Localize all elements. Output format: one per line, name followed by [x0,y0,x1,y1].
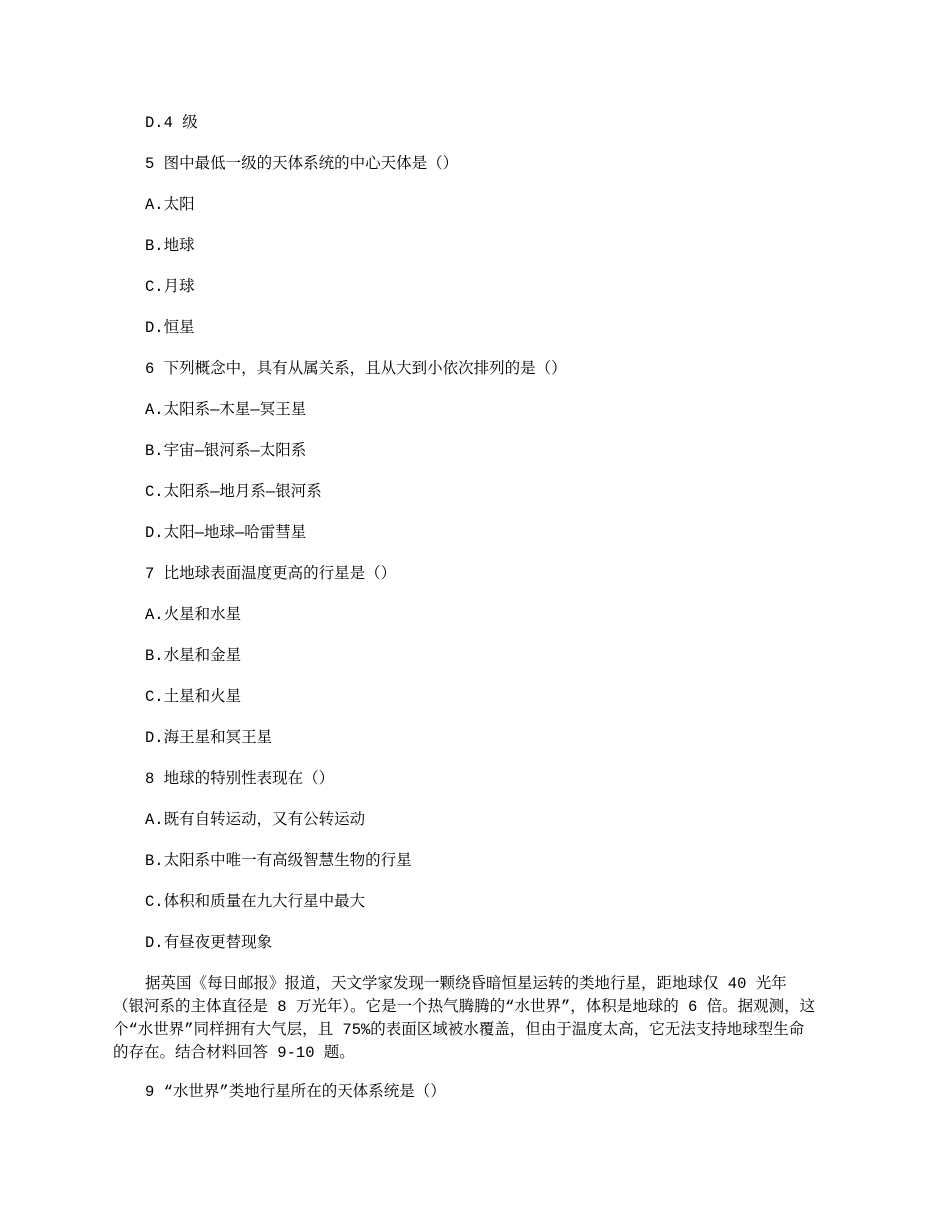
question-5-option-d: D.恒星 [145,319,195,337]
question-7-option-d: D.海王星和冥王星 [145,729,273,747]
question-6-option-a: A.太阳系—木星—冥王星 [145,401,307,419]
question-7-stem: 7 比地球表面温度更高的行星是（） [145,565,397,583]
question-6-option-d: D.太阳—地球—哈雷彗星 [145,524,307,542]
question-8-stem: 8 地球的特别性表现在（） [145,770,335,788]
question-5-stem: 5 图中最低一级的天体系统的中心天体是（） [145,155,459,173]
question-8-option-b: B.太阳系中唯一有高级智慧生物的行星 [145,852,412,870]
question-7-option-a: A.火星和水星 [145,606,242,624]
question-5-option-b: B.地球 [145,237,195,255]
passage-line: 据英国《每日邮报》报道，天文学家发现一颗绕昏暗恒星运转的类地行星，距地球仅 40 光年 [145,975,787,993]
question-7-option-b: B.水星和金星 [145,647,242,665]
question-6-option-b: B.宇宙—银河系—太阳系 [145,442,307,460]
passage-line: （银河系的主体直径是 8 万光年）。它是一个热气腾腾的“水世界”，体积是地球的 6 倍。据观测，这 [113,998,816,1016]
document-page [0,113,950,1123]
question-4-option-d: D.4 级 [145,114,198,132]
question-5-option-c: C.月球 [145,278,195,296]
passage-line: 个“水世界”同样拥有大气层，且 75%的表面区域被水覆盖，但由于温度太高，它无法支持地球型生命 [113,1021,805,1039]
question-7-option-c: C.土星和火星 [145,688,242,706]
passage-line: 的存在。结合材料回答 9-10 题。 [113,1044,355,1062]
reading-passage [0,974,950,1066]
question-8-option-d: D.有昼夜更替现象 [145,934,273,952]
question-8-option-a: A.既有自转运动，又有公转运动 [145,811,366,829]
question-6-option-c: C.太阳系—地月系—银河系 [145,483,322,501]
question-5-option-a: A.太阳 [145,196,195,214]
question-8-option-c: C.体积和质量在九大行星中最大 [145,893,366,911]
question-6-stem: 6 下列概念中，具有从属关系，且从大到小依次排列的是（） [145,360,567,378]
question-9-stem: 9 “水世界”类地行星所在的天体系统是（） [145,1083,446,1101]
